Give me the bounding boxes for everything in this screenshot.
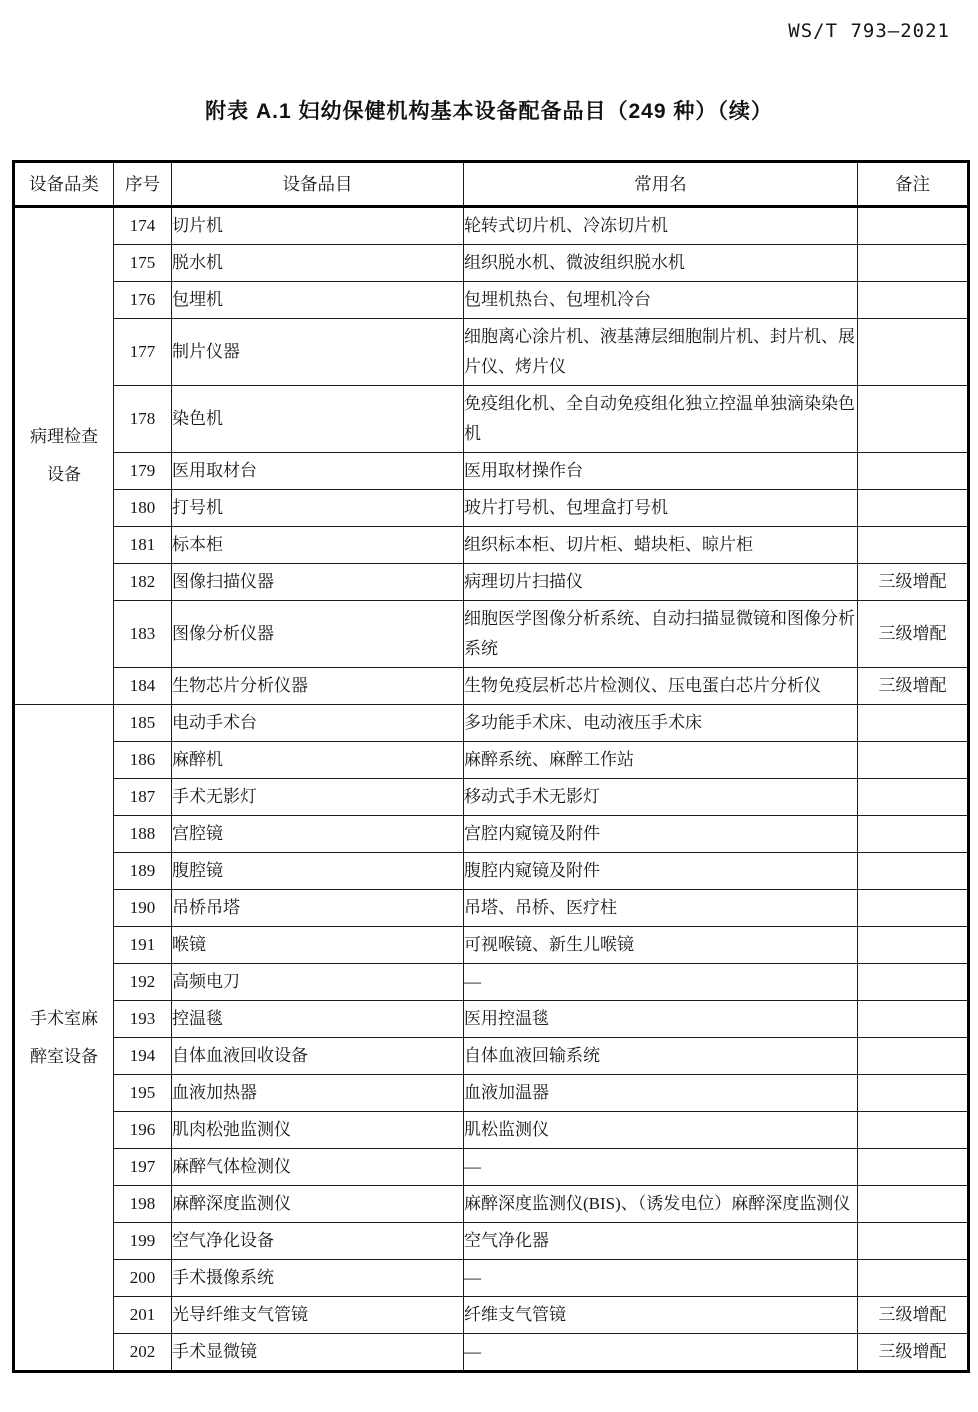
common-name-cell: 生物免疫层析芯片检测仪、压电蛋白芯片分析仪 [464, 668, 858, 705]
common-name-cell: 可视喉镜、新生儿喉镜 [464, 927, 858, 964]
serial-cell: 201 [114, 1297, 172, 1334]
item-cell: 麻醉深度监测仪 [172, 1186, 464, 1223]
item-cell: 手术摄像系统 [172, 1260, 464, 1297]
common-name-cell: 包埋机热台、包埋机冷台 [464, 282, 858, 319]
common-name-cell: 细胞医学图像分析系统、自动扫描显微镜和图像分析系统 [464, 601, 858, 668]
item-cell: 自体血液回收设备 [172, 1038, 464, 1075]
header-row [14, 162, 969, 207]
note-cell [858, 1149, 969, 1186]
common-name-cell: — [464, 1149, 858, 1186]
serial-cell: 186 [114, 742, 172, 779]
serial-cell: 194 [114, 1038, 172, 1075]
item-cell: 肌肉松弛监测仪 [172, 1112, 464, 1149]
note-cell: 三级增配 [858, 1297, 969, 1334]
serial-cell: 192 [114, 964, 172, 1001]
common-name-cell: 医用控温毯 [464, 1001, 858, 1038]
serial-cell: 185 [114, 705, 172, 742]
note-cell [858, 1112, 969, 1149]
item-cell: 麻醉气体检测仪 [172, 1149, 464, 1186]
item-cell: 喉镜 [172, 927, 464, 964]
serial-cell: 195 [114, 1075, 172, 1112]
note-cell: 三级增配 [858, 601, 969, 668]
serial-cell: 196 [114, 1112, 172, 1149]
item-cell: 切片机 [172, 207, 464, 245]
note-cell: 三级增配 [858, 668, 969, 705]
item-cell: 高频电刀 [172, 964, 464, 1001]
serial-cell: 184 [114, 668, 172, 705]
note-cell [858, 527, 969, 564]
note-cell [858, 1001, 969, 1038]
serial-cell: 190 [114, 890, 172, 927]
serial-cell: 182 [114, 564, 172, 601]
note-cell [858, 1075, 969, 1112]
table-row [14, 1186, 969, 1223]
table-row [14, 1001, 969, 1038]
table-row [14, 705, 969, 742]
note-cell [858, 816, 969, 853]
table-row [14, 668, 969, 705]
common-name-cell: 血液加温器 [464, 1075, 858, 1112]
category-line: 醉室设备 [30, 1046, 98, 1066]
serial-cell: 180 [114, 490, 172, 527]
item-cell: 医用取材台 [172, 453, 464, 490]
serial-cell: 187 [114, 779, 172, 816]
table-row [14, 890, 969, 927]
item-cell: 图像分析仪器 [172, 601, 464, 668]
common-name-cell: 肌松监测仪 [464, 1112, 858, 1149]
item-cell: 包埋机 [172, 282, 464, 319]
table-row [14, 386, 969, 453]
note-cell [858, 742, 969, 779]
note-cell [858, 1223, 969, 1260]
serial-cell: 191 [114, 927, 172, 964]
serial-cell: 183 [114, 601, 172, 668]
serial-cell: 176 [114, 282, 172, 319]
table-row [14, 319, 969, 386]
table-row [14, 1334, 969, 1372]
standard-number: WS/T 793—2021 [788, 20, 950, 42]
table-row [14, 282, 969, 319]
serial-cell: 174 [114, 207, 172, 245]
common-name-cell: 轮转式切片机、冷冻切片机 [464, 207, 858, 245]
note-cell [858, 1038, 969, 1075]
table-row [14, 1112, 969, 1149]
table-row [14, 1260, 969, 1297]
note-cell: 三级增配 [858, 564, 969, 601]
note-cell [858, 282, 969, 319]
note-cell [858, 779, 969, 816]
serial-cell: 178 [114, 386, 172, 453]
common-name-cell: 组织标本柜、切片柜、蜡块柜、晾片柜 [464, 527, 858, 564]
serial-cell: 188 [114, 816, 172, 853]
table-row [14, 742, 969, 779]
category-cell [14, 705, 114, 1372]
table-row [14, 1223, 969, 1260]
table-row [14, 853, 969, 890]
common-name-cell: 多功能手术床、电动液压手术床 [464, 705, 858, 742]
item-cell: 腹腔镜 [172, 853, 464, 890]
common-name-cell: 细胞离心涂片机、液基薄层细胞制片机、封片机、展片仪、烤片仪 [464, 319, 858, 386]
common-name-cell: 麻醉深度监测仪(BIS)、（诱发电位）麻醉深度监测仪 [464, 1186, 858, 1223]
col-header-category: 设备品类 [14, 162, 114, 207]
serial-cell: 200 [114, 1260, 172, 1297]
common-name-cell: 病理切片扫描仪 [464, 564, 858, 601]
table-row [14, 601, 969, 668]
common-name-cell: 腹腔内窥镜及附件 [464, 853, 858, 890]
item-cell: 空气净化设备 [172, 1223, 464, 1260]
item-cell: 打号机 [172, 490, 464, 527]
table-row [14, 1149, 969, 1186]
common-name-cell: 玻片打号机、包埋盒打号机 [464, 490, 858, 527]
item-cell: 染色机 [172, 386, 464, 453]
note-cell [858, 890, 969, 927]
note-cell [858, 319, 969, 386]
item-cell: 脱水机 [172, 245, 464, 282]
note-cell [858, 490, 969, 527]
item-cell: 电动手术台 [172, 705, 464, 742]
item-cell: 光导纤维支气管镜 [172, 1297, 464, 1334]
serial-cell: 175 [114, 245, 172, 282]
item-cell: 血液加热器 [172, 1075, 464, 1112]
table-header [14, 162, 969, 207]
table-row [14, 1075, 969, 1112]
common-name-cell: 自体血液回输系统 [464, 1038, 858, 1075]
equipment-table [12, 160, 970, 1373]
table-row [14, 207, 969, 245]
table-row [14, 927, 969, 964]
note-cell [858, 705, 969, 742]
col-header-common: 常用名 [464, 162, 858, 207]
col-header-note: 备注 [858, 162, 969, 207]
note-cell [858, 245, 969, 282]
table-row [14, 453, 969, 490]
serial-cell: 193 [114, 1001, 172, 1038]
category-line: 设备 [47, 465, 81, 484]
common-name-cell: 组织脱水机、微波组织脱水机 [464, 245, 858, 282]
table-row [14, 1297, 969, 1334]
serial-cell: 197 [114, 1149, 172, 1186]
common-name-cell: — [464, 964, 858, 1001]
serial-cell: 202 [114, 1334, 172, 1372]
col-header-no: 序号 [114, 162, 172, 207]
common-name-cell: 空气净化器 [464, 1223, 858, 1260]
common-name-cell: 免疫组化机、全自动免疫组化独立控温单独滴染染色机 [464, 386, 858, 453]
serial-cell: 189 [114, 853, 172, 890]
serial-cell: 177 [114, 319, 172, 386]
equipment-table-body [14, 207, 969, 1372]
serial-cell: 181 [114, 527, 172, 564]
table-row [14, 1038, 969, 1075]
table-row [14, 816, 969, 853]
note-cell [858, 853, 969, 890]
table-row [14, 964, 969, 1001]
item-cell: 控温毯 [172, 1001, 464, 1038]
item-cell: 宫腔镜 [172, 816, 464, 853]
col-header-item: 设备品目 [172, 162, 464, 207]
page-title: 附表 A.1 妇幼保健机构基本设备配备品目（249 种）（续） [205, 100, 773, 123]
table-row [14, 490, 969, 527]
category-line: 病理检查 [30, 427, 98, 446]
item-cell: 吊桥吊塔 [172, 890, 464, 927]
table-row [14, 779, 969, 816]
item-cell: 制片仪器 [172, 319, 464, 386]
item-cell: 图像扫描仪器 [172, 564, 464, 601]
note-cell [858, 386, 969, 453]
table-row [14, 245, 969, 282]
table-row [14, 527, 969, 564]
note-cell [858, 927, 969, 964]
common-name-cell: 吊塔、吊桥、医疗柱 [464, 890, 858, 927]
common-name-cell: 纤维支气管镜 [464, 1297, 858, 1334]
note-cell [858, 1260, 969, 1297]
serial-cell: 179 [114, 453, 172, 490]
item-cell: 标本柜 [172, 527, 464, 564]
common-name-cell: 麻醉系统、麻醉工作站 [464, 742, 858, 779]
note-cell: 三级增配 [858, 1334, 969, 1372]
category-cell [14, 207, 114, 705]
note-cell [858, 1186, 969, 1223]
item-cell: 手术显微镜 [172, 1334, 464, 1372]
common-name-cell: — [464, 1334, 858, 1372]
table-row [14, 564, 969, 601]
item-cell: 生物芯片分析仪器 [172, 668, 464, 705]
common-name-cell: 移动式手术无影灯 [464, 779, 858, 816]
note-cell [858, 207, 969, 245]
common-name-cell: 医用取材操作台 [464, 453, 858, 490]
serial-cell: 199 [114, 1223, 172, 1260]
common-name-cell: — [464, 1260, 858, 1297]
category-line: 手术室麻 [30, 1008, 98, 1028]
note-cell [858, 453, 969, 490]
common-name-cell: 宫腔内窥镜及附件 [464, 816, 858, 853]
note-cell [858, 964, 969, 1001]
item-cell: 麻醉机 [172, 742, 464, 779]
serial-cell: 198 [114, 1186, 172, 1223]
item-cell: 手术无影灯 [172, 779, 464, 816]
